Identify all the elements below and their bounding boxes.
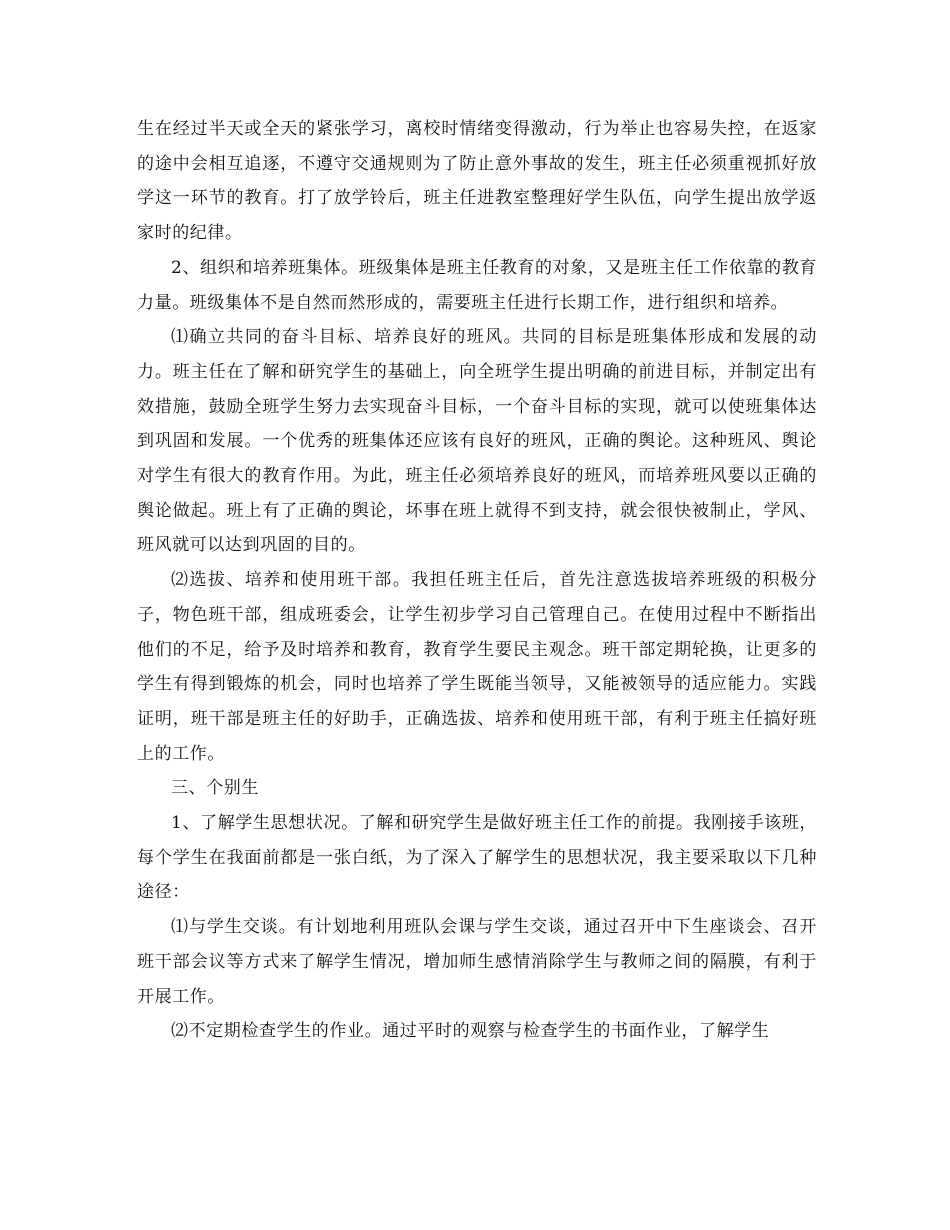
paragraph-6: ⑴与学生交谈。有计划地利用班队会课与学生交谈，通过召开中下生座谈会、召开班干部会议等方式来了解学生情况，增加师生感情消除学生与教师之间的隔膜，有利于开展工作。 [137, 917, 817, 1007]
section-heading: 三、个别生 [171, 778, 259, 799]
paragraph-2: 2、组织和培养班集体。班级集体是班主任教育的对象，又是班主任工作依靠的教育力量。班级集体不是自然而然形成的，需要班主任进行长期工作，进行组织和培养。 [137, 257, 817, 313]
paragraph-4: ⑵选拔、培养和使用班干部。我担任班主任后，首先注意选拔培养班级的积极分子，物色班干部，组成班委会，让学生初步学习自己管理自己。在使用过程中不断指出他们的不足，给予及时培养和教育，教育学生要民主观念。班干部定期轮换，让更多的学生有得到锻炼的机会，同时也培养了学生既能当领导，又能被领导的适应能力。实践证明，班干部是班主任的好助手，正确选拔、培养和使用班干部，有利于班主任搞好班上的工作。 [137, 570, 817, 764]
paragraph-3: ⑴确立共同的奋斗目标、培养良好的班风。共同的目标是班集体形成和发展的动力。班主任在了解和研究学生的基础上，向全班学生提出明确的前进目标，并制定出有效措施，鼓励全班学生努力去实现奋斗目标，一个奋斗目标的实现，就可以使班集体达到巩固和发展。一个优秀的班集体还应该有良好的班风，正确的舆论。这种班风、舆论对学生有很大的教育作用。为此，班主任必须培养良好的班风，而培养班风要以正确的舆论做起。班上有了正确的舆论，坏事在班上就得不到支持，就会很快被制止，学风、班风就可以达到巩固的目的。 [137, 327, 817, 556]
document-body [137, 112, 817, 1049]
paragraph-5: 1、了解学生思想状况。了解和研究学生是做好班主任工作的前提。我刚接手该班，每个学生在我面前都是一张白纸，为了深入了解学生的思想状况，我主要采取以下几种途径： [137, 813, 817, 903]
paragraph-7: ⑵不定期检查学生的作业。通过平时的观察与检查学生的书面作业，了解学生 [171, 1021, 770, 1042]
paragraph-1: 生在经过半天或全天的紧张学习，离校时情绪变得激动，行为举止也容易失控，在返家的途中会相互追逐，不遵守交通规则为了防止意外事故的发生，班主任必须重视抓好放学这一环节的教育。打了放学铃后，班主任进教室整理好学生队伍，向学生提出放学返家时的纪律。 [137, 119, 817, 244]
